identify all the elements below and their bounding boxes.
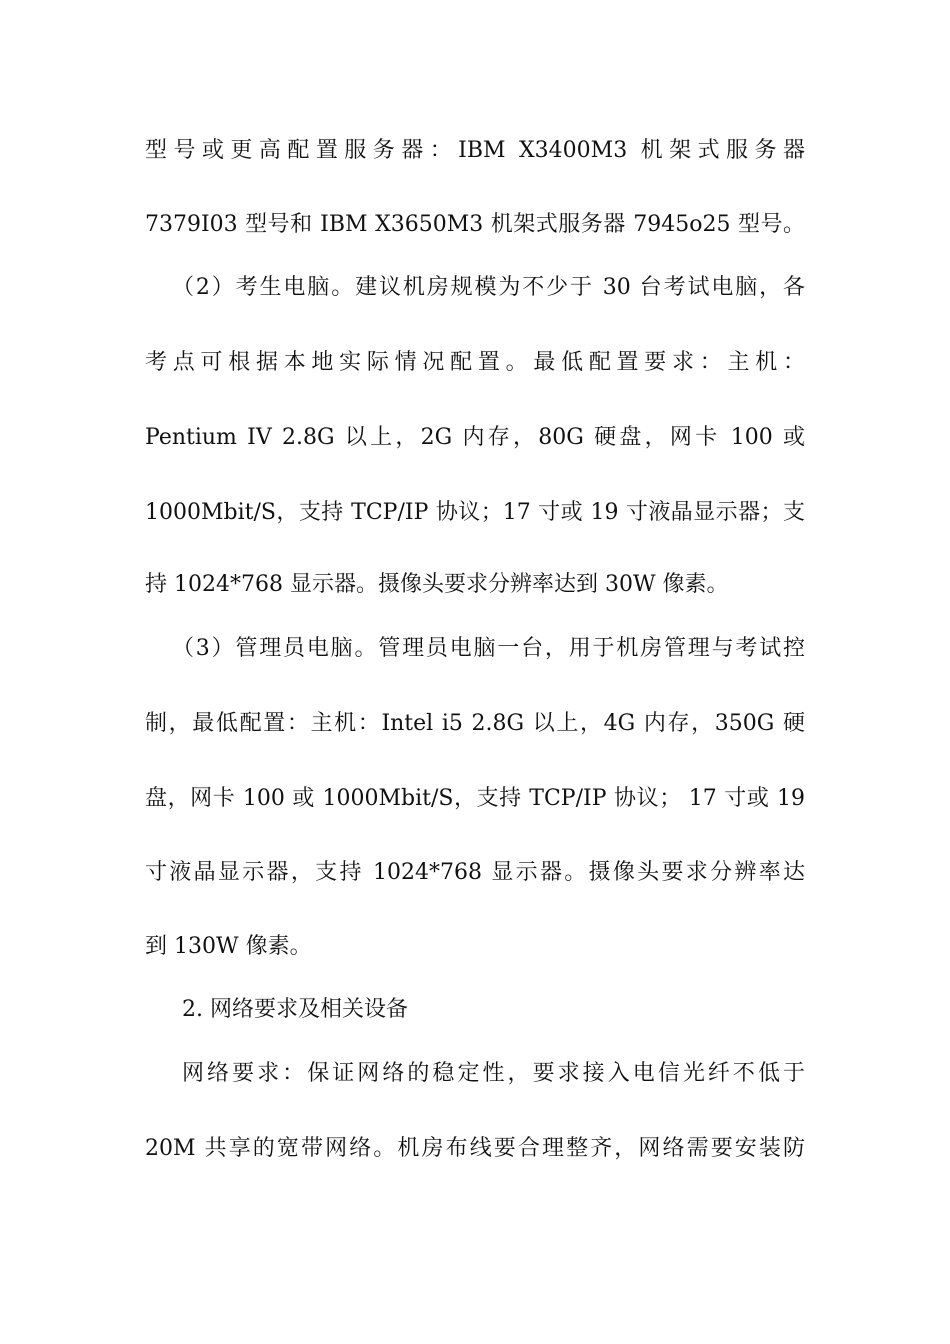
text-line-1: 型号或更高配置服务器：IBM X3400M3 机架式服务器 (145, 138, 805, 163)
text-line-14: 20M 共享的宽带网络。机房布线要合理整齐，网络需要安装防 (145, 1136, 805, 1161)
text-line-3: （2）考生电脑。建议机房规模为不少于 30 台考试电脑，各 (172, 275, 805, 300)
text-line-6: 1000Mbit/S，支持 TCP/IP 协议；17 寸或 19 寸液晶显示器；支 (145, 500, 805, 525)
section-heading: 2. 网络要求及相关设备 (182, 997, 408, 1022)
text-line-2: 7379I03 型号和 IBM X3650M3 机架式服务器 7945o25 型号。 (145, 212, 805, 237)
text-line-4: 考点可根据本地实际情况配置。最低配置要求：主机： (145, 350, 805, 375)
text-line-13: 网络要求：保证网络的稳定性，要求接入电信光纤不低于 (182, 1061, 805, 1086)
text-line-9: 制，最低配置：主机：Intel i5 2.8G 以上，4G 内存，350G 硬 (145, 711, 805, 736)
text-line-12: 到 130W 像素。 (145, 934, 312, 959)
text-line-7: 持 1024*768 显示器。摄像头要求分辨率达到 30W 像素。 (145, 572, 729, 597)
text-line-8: （3）管理员电脑。管理员电脑一台，用于机房管理与考试控 (172, 636, 805, 661)
text-line-11: 寸液晶显示器，支持 1024*768 显示器。摄像头要求分辨率达 (145, 860, 805, 885)
text-line-10: 盘，网卡 100 或 1000Mbit/S，支持 TCP/IP 协议； 17 寸或 19 (145, 786, 805, 811)
text-line-5: Pentium IV 2.8G 以上，2G 内存，80G 硬盘，网卡 100 或 (145, 425, 805, 450)
